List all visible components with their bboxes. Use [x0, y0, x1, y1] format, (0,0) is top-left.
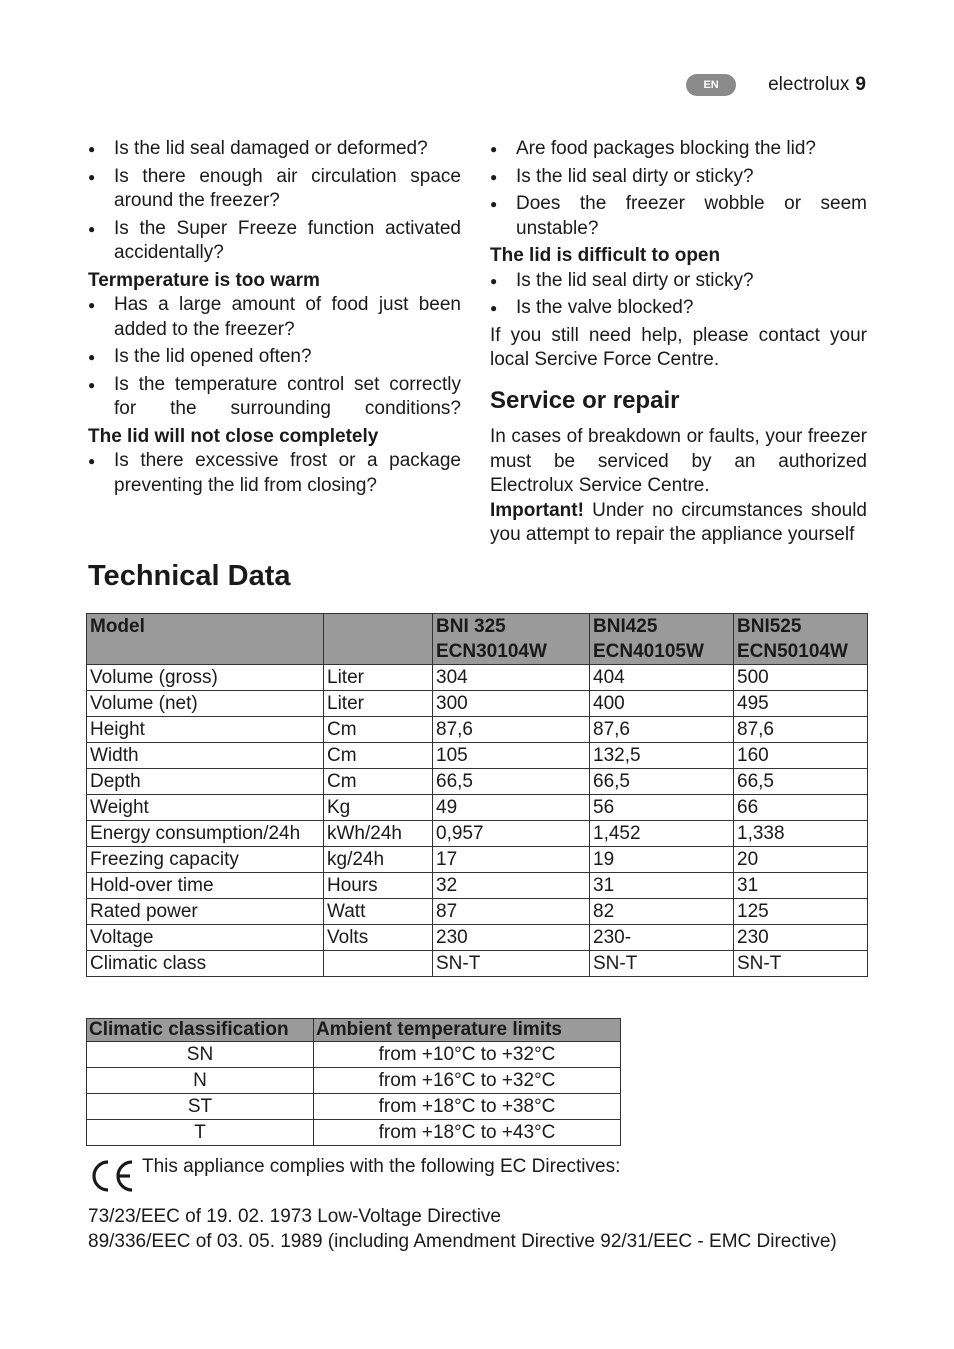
service-heading: Service or repair	[490, 386, 680, 414]
header-cell: BNI 325 ECN30104W	[433, 614, 590, 665]
table-cell: 66	[734, 795, 868, 821]
table-cell: Cm	[324, 743, 433, 769]
subheading-lid-difficult: The lid is difficult to open	[490, 245, 721, 266]
table-cell: ST	[87, 1094, 314, 1120]
list-item: ● Is the lid seal dirty or sticky?	[490, 165, 867, 190]
table-row	[87, 1042, 621, 1068]
list-item: ● Is there excessive frost or a package preventing the lid from closing?	[88, 449, 461, 498]
table-cell: from +16°C to +32°C	[314, 1068, 621, 1094]
table-cell: SN-T	[734, 951, 868, 977]
table-row	[87, 1094, 621, 1120]
left-bullets-1	[88, 137, 461, 266]
table-cell: 160	[734, 743, 868, 769]
table-cell: Depth	[87, 769, 324, 795]
table-cell: 87,6	[433, 717, 590, 743]
table-cell: 500	[734, 665, 868, 691]
table-cell: 87,6	[590, 717, 734, 743]
table-cell: Voltage	[87, 925, 324, 951]
table-cell: kg/24h	[324, 847, 433, 873]
table-cell: Watt	[324, 899, 433, 925]
table-cell: from +10°C to +32°C	[314, 1042, 621, 1068]
table-cell: 105	[433, 743, 590, 769]
header-cell	[324, 614, 433, 665]
table-cell: SN-T	[590, 951, 734, 977]
table-cell: 66,5	[734, 769, 868, 795]
header-cell: BNI525 ECN50104W	[734, 614, 868, 665]
table-row	[87, 769, 868, 795]
table-cell: 32	[433, 873, 590, 899]
list-item: ● Is the valve blocked?	[490, 296, 867, 321]
table-cell: 125	[734, 899, 868, 925]
table-cell: Hold-over time	[87, 873, 324, 899]
table-row	[87, 873, 868, 899]
table-cell: 66,5	[590, 769, 734, 795]
table-cell: from +18°C to +38°C	[314, 1094, 621, 1120]
table-cell: Liter	[324, 691, 433, 717]
list-item: ● Does the freezer wobble or seem unstable?	[490, 192, 867, 241]
table-cell: 17	[433, 847, 590, 873]
table-cell: Weight	[87, 795, 324, 821]
table-cell: Liter	[324, 665, 433, 691]
table-cell: Rated power	[87, 899, 324, 925]
table-cell: Energy consumption/24h	[87, 821, 324, 847]
table-cell: 1,452	[590, 821, 734, 847]
directive-line: 73/23/EEC of 19. 02. 1973 Low-Voltage Directive	[88, 1206, 501, 1227]
table-cell: 87	[433, 899, 590, 925]
table-cell: kWh/24h	[324, 821, 433, 847]
list-item: ● Are food packages blocking the lid?	[490, 137, 867, 162]
directive-line: 89/336/EEC of 03. 05. 1989 (including Amendment Directive 92/31/EEC - EMC Directive)	[88, 1230, 837, 1252]
table-cell: 20	[734, 847, 868, 873]
directives-list	[88, 1205, 867, 1254]
header-cell: BNI425 ECN40105W	[590, 614, 734, 665]
list-item: ● Is the lid opened often?	[88, 345, 461, 370]
table-cell: 31	[734, 873, 868, 899]
table-cell: 49	[433, 795, 590, 821]
list-item: ● Has a large amount of food just been added to the freezer?	[88, 293, 461, 342]
list-item: ● Is the lid seal damaged or deformed?	[88, 137, 461, 162]
table-row	[87, 1068, 621, 1094]
table-cell: 495	[734, 691, 868, 717]
table-cell: Kg	[324, 795, 433, 821]
climatic-classification-table	[86, 1018, 621, 1146]
page-header	[686, 74, 866, 96]
subheading-too-warm: Termperature is too warm	[88, 269, 320, 291]
table-cell: 66,5	[433, 769, 590, 795]
important-text: Under no circumstances should you attempt to repair the appliance yourself	[490, 499, 867, 545]
header-cell: Ambient temperature limits	[314, 1019, 621, 1042]
list-item: ● Is the lid seal dirty or sticky?	[490, 269, 867, 294]
table-row	[87, 899, 868, 925]
table-row	[87, 795, 868, 821]
table-cell: 31	[590, 873, 734, 899]
right-column	[490, 137, 867, 548]
table-cell: Width	[87, 743, 324, 769]
table-cell: 400	[590, 691, 734, 717]
table-cell: Climatic class	[87, 951, 324, 977]
table-row	[87, 951, 868, 977]
table-cell: N	[87, 1068, 314, 1094]
left-column	[88, 137, 461, 501]
table-cell: 132,5	[590, 743, 734, 769]
header-cell: Climatic classification	[87, 1019, 314, 1042]
technical-data-table	[86, 613, 868, 977]
important-note	[490, 499, 867, 548]
header-cell: Model	[87, 614, 324, 665]
brand-name: electrolux	[768, 74, 850, 95]
table-cell: Cm	[324, 717, 433, 743]
table-cell: 19	[590, 847, 734, 873]
right-bullets-1	[490, 137, 867, 241]
ce-statement: This appliance complies with the following EC Directives:	[142, 1156, 621, 1177]
table-cell: T	[87, 1120, 314, 1146]
left-bullets-3	[88, 449, 461, 498]
table-row	[87, 717, 868, 743]
table-cell: Volume (net)	[87, 691, 324, 717]
table-row	[87, 925, 868, 951]
service-text: In cases of breakdown or faults, your freezer must be serviced by an authorized Electrolux Service Centre.	[490, 426, 867, 496]
list-item: ● Is the temperature control set correctly for the surrounding conditions?	[88, 373, 461, 422]
table-cell: 1,338	[734, 821, 868, 847]
table-cell: 82	[590, 899, 734, 925]
left-bullets-2	[88, 293, 461, 422]
important-label: Important!	[490, 499, 584, 521]
table-header-row	[87, 1019, 621, 1042]
table-cell	[324, 951, 433, 977]
table-cell: Volts	[324, 925, 433, 951]
table-cell: 230-	[590, 925, 734, 951]
table-cell: from +18°C to +43°C	[314, 1120, 621, 1146]
table-row	[87, 1120, 621, 1146]
table-cell: 404	[590, 665, 734, 691]
table-cell: SN-T	[433, 951, 590, 977]
table-cell: 230	[433, 925, 590, 951]
table-row	[87, 743, 868, 769]
table-row	[87, 847, 868, 873]
table-cell: Height	[87, 717, 324, 743]
table-cell: 230	[734, 925, 868, 951]
right-bullets-2	[490, 269, 867, 321]
table-row	[87, 665, 868, 691]
subheading-lid-not-close: The lid will not close completely	[88, 425, 379, 447]
table-row	[87, 821, 868, 847]
ce-mark-icon	[88, 1158, 136, 1194]
table-cell: SN	[87, 1042, 314, 1068]
table-cell: Freezing capacity	[87, 847, 324, 873]
language-badge: EN	[686, 74, 736, 96]
list-item: ● Is there enough air circulation space around the freezer?	[88, 165, 461, 214]
table-cell: 87,6	[734, 717, 868, 743]
table-header-row	[87, 614, 868, 665]
table-cell: Volume (gross)	[87, 665, 324, 691]
table-cell: 300	[433, 691, 590, 717]
technical-data-title: Technical Data	[88, 560, 291, 592]
list-item: ● Is the Super Freeze function activated accidentally?	[88, 217, 461, 266]
table-cell: Hours	[324, 873, 433, 899]
table-cell: 56	[590, 795, 734, 821]
table-cell: Cm	[324, 769, 433, 795]
table-cell: 0,957	[433, 821, 590, 847]
page-number: 9	[855, 74, 866, 95]
table-cell: 304	[433, 665, 590, 691]
help-text: If you still need help, please contact your local Sercive Force Centre.	[490, 324, 867, 370]
table-row	[87, 691, 868, 717]
